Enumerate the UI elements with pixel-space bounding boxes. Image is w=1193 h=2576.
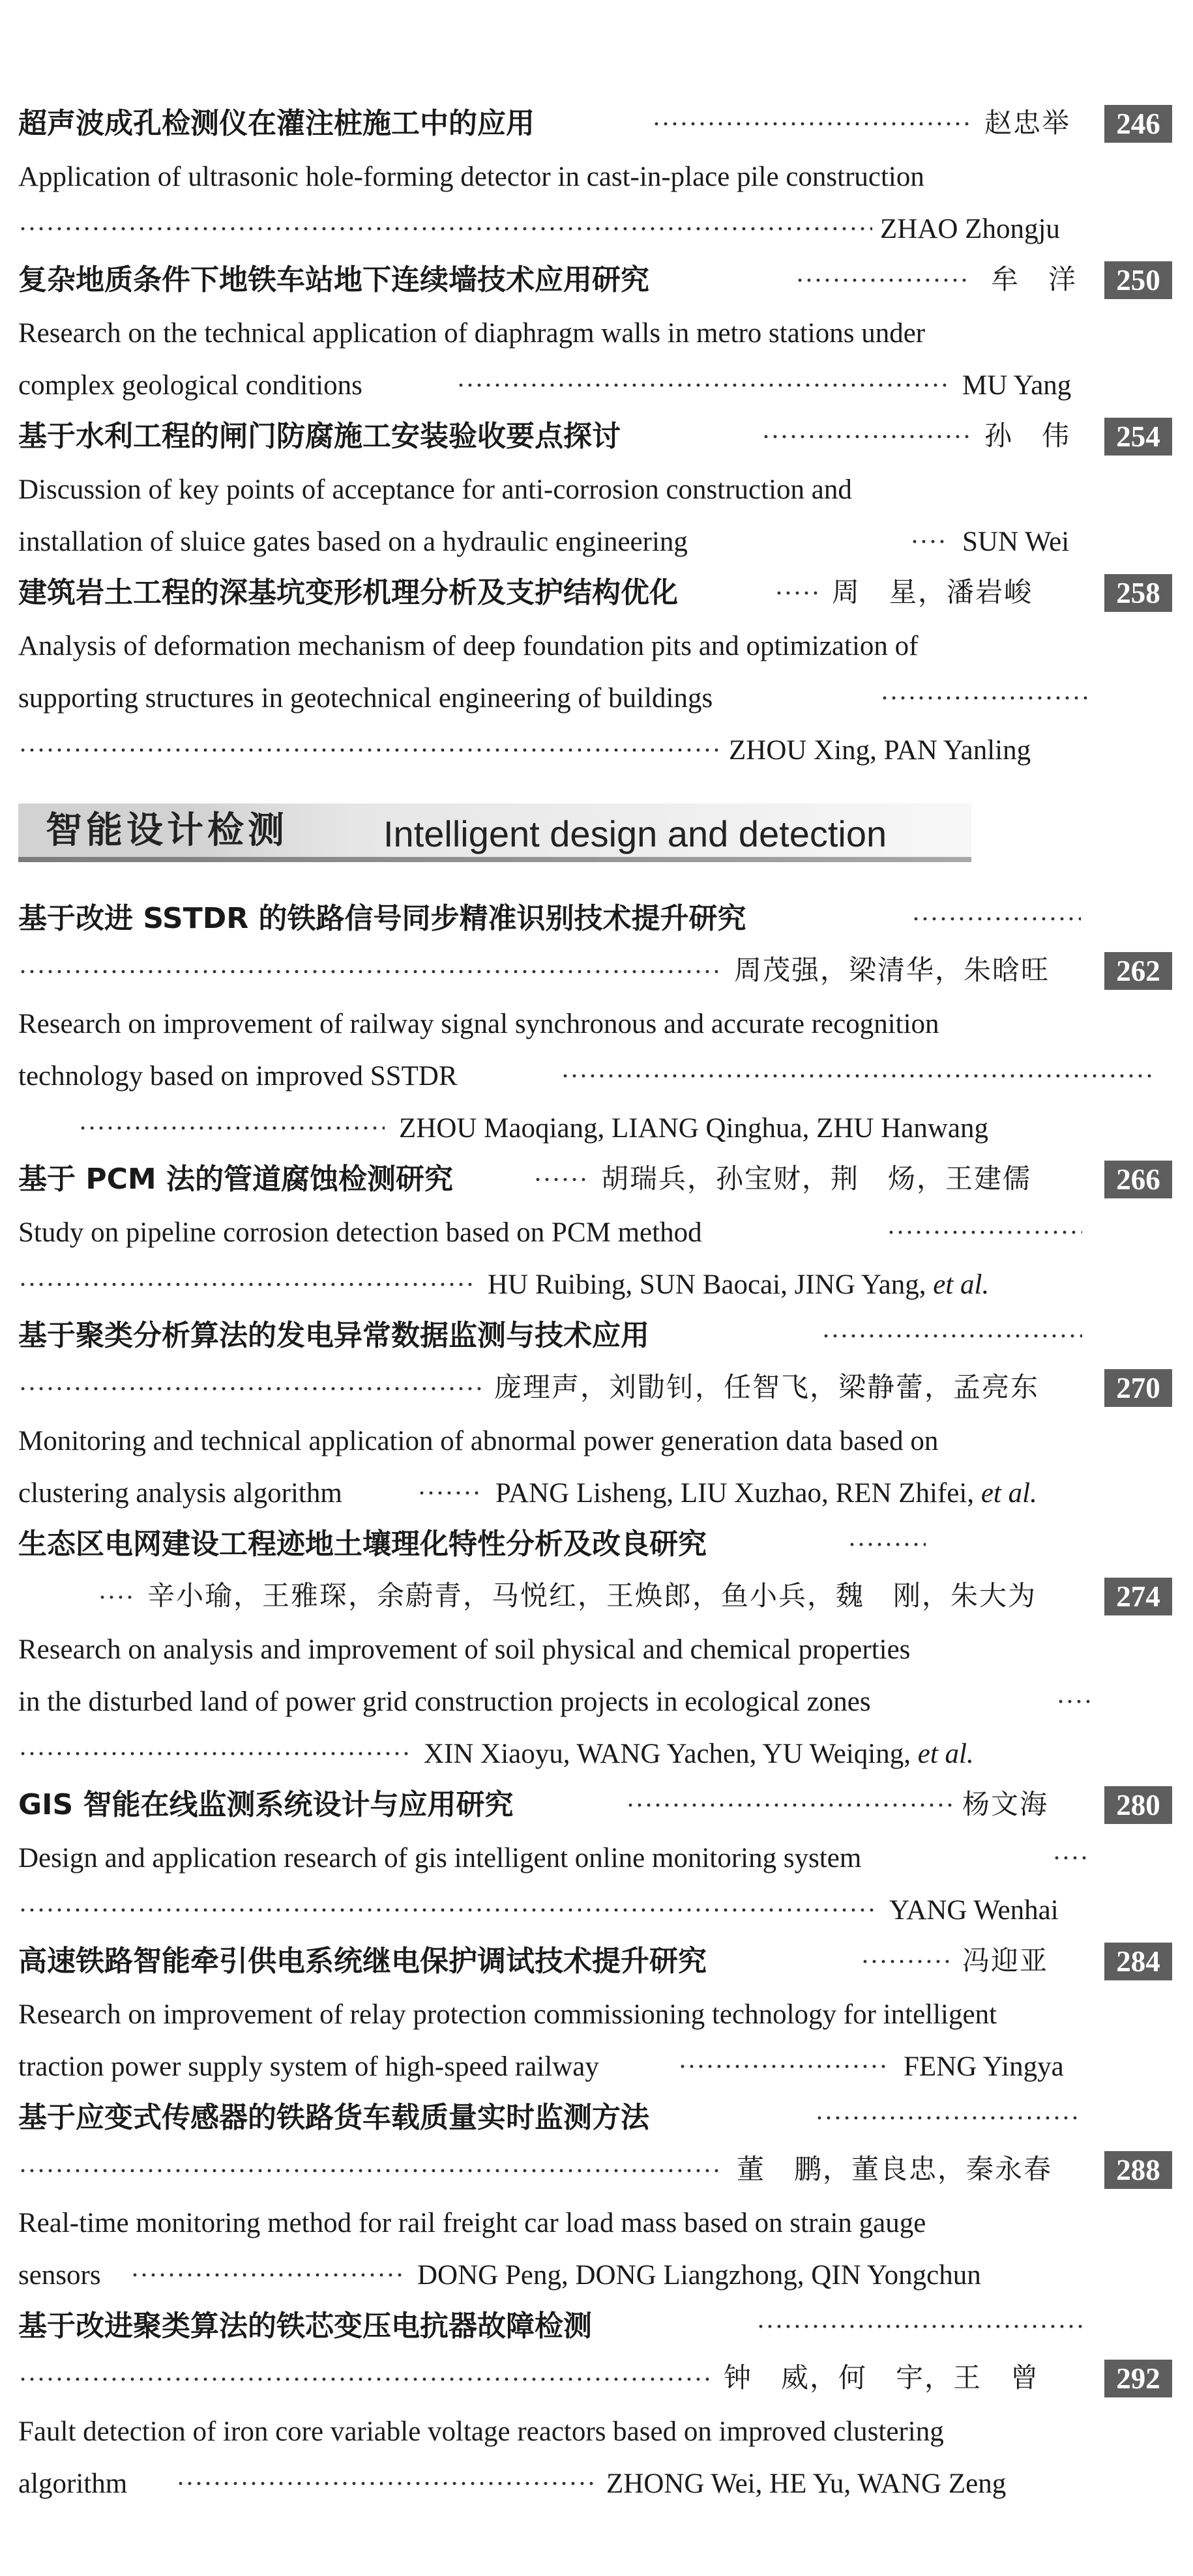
dot-leader [18,1281,475,1288]
dot-leader [18,1907,879,1913]
entry-en-authors: ZHOU Xing, PAN Yanling [729,735,1031,766]
et-al: et al. [933,1269,990,1300]
entry-zh-authors: 赵忠举 [984,107,1071,139]
entry-en-title-line: Monitoring and technical application of abnormal power generation data based on [18,1426,939,1456]
dot-leader [18,2376,709,2382]
page-number-badge: 262 [1104,952,1172,990]
entry-en-title-line: Real-time monitoring method for rail freight car load mass based on strain gauge [18,2208,926,2238]
page-number-badge: 246 [1104,105,1172,143]
dot-leader [176,2480,593,2487]
entry-zh-authors: 董 鹏，董良忠，秦永春 [737,2153,1053,2185]
authors-names: XIN Xiaoyu, WANG Yachen, YU Weiqing, [424,1739,911,1769]
dot-leader [847,1541,926,1548]
entry-en-title-line: installation of sluice gates based on a hydraulic engineering [18,527,688,557]
dot-leader [1056,1698,1093,1705]
authors-names: HU Ruibing, SUN Baocai, JING Yang, [488,1269,926,1300]
entry-en-authors [488,1271,989,1299]
entry-en-title-line: clustering analysis algorithm [18,1478,342,1509]
entry-zh-title: 基于 PCM 法的管道腐蚀检测研究 [18,1163,453,1196]
page-number-badge: 254 [1104,418,1172,456]
dot-leader [861,1958,952,1965]
entry-en-title-line: Research on the technical application of diaphragm walls in metro stations under [18,318,926,349]
section-title-zh: 智能设计检测 [46,809,288,852]
entry-en-authors: FENG Yingya [904,2051,1064,2082]
entry-zh-authors: 辛小瑜，王雅琛，余蔚青，马悦红，王焕郎，鱼小兵，魏 刚，朱大为 [147,1580,1037,1612]
dot-leader [910,538,947,545]
entry-en-title-line: sensors [18,2260,101,2291]
dot-leader [417,1490,481,1496]
entry-en-authors: ZHAO Zhongju [880,214,1060,244]
page-number-badge: 284 [1104,1943,1172,1980]
entry-en-authors: YANG Wenhai [889,1895,1059,1926]
dot-leader [1052,1855,1089,1861]
dot-leader [678,2063,887,2070]
entry-en-title-line: traction power supply system of high-speed railway [18,2051,599,2082]
entry-en-title-line: Research on improvement of railway signal synchronous and accurate recognition [18,1009,939,1039]
entry-zh-title: 基于聚类分析算法的发电异常数据监测与技术应用 [18,1319,649,1352]
dot-leader [561,1073,1154,1079]
entry-en-title-line: Design and application research of gis intelligent online monitoring system [18,1843,862,1874]
entry-en-authors: MU Yang [962,370,1072,401]
dot-leader [652,121,971,127]
entry-zh-authors: 杨文海 [962,1788,1049,1820]
entry-zh-authors: 周茂强，梁清华，朱晗旺 [734,954,1050,986]
entry-zh-title: 基于改进聚类算法的铁芯变压电抗器故障检测 [18,2309,592,2343]
dot-leader [774,590,820,596]
dot-leader [795,277,971,283]
dot-leader [880,695,1090,701]
et-al: et al. [917,1739,974,1769]
entry-en-title-line: technology based on improved SSTDR [18,1061,458,1092]
entry-zh-authors: 牟 洋 [991,263,1078,295]
section-header [18,803,971,862]
dot-leader [130,2272,404,2278]
entry-zh-title: 基于水利工程的闸门防腐施工安装验收要点探讨 [18,420,621,453]
entry-en-authors [495,1479,1037,1507]
page-number-badge: 258 [1104,574,1172,612]
dot-leader [456,382,952,388]
entry-zh-authors: 孙 伟 [984,420,1071,452]
dot-leader [821,1333,1082,1339]
dot-leader [887,1229,1082,1236]
page-number-badge: 266 [1104,1161,1172,1198]
entry-en-title-line: supporting structures in geotechnical engineering of buildings [18,683,713,714]
entry-en-title-line: Discussion of key points of acceptance for anti-corrosion construction and [18,474,852,505]
entry-zh-title: GIS 智能在线监测系统设计与应用研究 [18,1788,514,1821]
dot-leader [18,2167,722,2174]
dot-leader [18,1750,409,1757]
page-number-badge: 280 [1104,1786,1172,1824]
entry-zh-title: 基于改进 SSTDR 的铁路信号同步精准识别技术提升研究 [18,902,746,935]
dot-leader [756,2323,1082,2330]
entry-en-title-line: Application of ultrasonic hole-forming detector in cast-in-place pile construction [18,162,924,192]
entry-en-authors [424,1740,974,1768]
entry-zh-authors: 周 星，潘岩峻 [832,576,1033,608]
page-number-badge: 274 [1104,1578,1172,1615]
entry-en-title-line: Analysis of deformation mechanism of deep foundation pits and optimization of [18,631,919,661]
entry-zh-authors: 钟 威，何 宇，王 曾 [724,2362,1040,2394]
entry-zh-title: 生态区电网建设工程迹地土壤理化特性分析及改良研究 [18,1527,707,1561]
dot-leader [18,747,722,753]
page-number-badge: 288 [1104,2151,1172,2189]
entry-zh-title: 高速铁路智能牵引供电系统继电保护调试技术提升研究 [18,1945,707,1978]
entry-zh-title: 建筑岩土工程的深基坑变形机理分析及支护结构优化 [18,576,678,609]
authors-names: PANG Lisheng, LIU Xuzhao, REN Zhifei, [495,1478,975,1509]
et-al: et al. [980,1478,1037,1509]
dot-leader [761,433,971,440]
entry-en-title-line: complex geological conditions [18,370,362,401]
page-number-badge: 292 [1104,2360,1172,2397]
page-number-badge: 250 [1104,261,1172,299]
entry-en-title-line: Fault detection of iron core variable voltage reactors based on improved clustering [18,2416,944,2447]
entry-en-authors: ZHONG Wei, HE Yu, WANG Zeng [606,2468,1007,2499]
dot-leader [18,968,722,975]
dot-leader [533,1176,588,1183]
dot-leader [815,2115,1082,2121]
entry-zh-authors: 庞理声，刘勖钊，任智飞，梁静蕾，孟亮东 [494,1371,1040,1403]
page-number-badge: 270 [1104,1369,1172,1407]
section-header-underline [18,857,971,862]
dot-leader [18,225,872,232]
entry-en-title-line: in the disturbed land of power grid construction projects in ecological zones [18,1686,871,1717]
entry-zh-title: 复杂地质条件下地铁车站地下连续墙技术应用研究 [18,263,649,297]
entry-en-title-line: Study on pipeline corrosion detection based on PCM method [18,1217,702,1248]
entry-zh-title: 超声波成孔检测仪在灌注桩施工中的应用 [18,107,535,140]
entry-en-authors: DONG Peng, DONG Liangzhong, QIN Yongchun [417,2260,981,2291]
dot-leader [98,1594,134,1600]
dot-leader [78,1125,385,1131]
entry-zh-authors: 胡瑞兵，孙宝财，荆 炀，王建儒 [601,1163,1032,1194]
entry-en-title-line: Research on analysis and improvement of soil physical and chemical properties [18,1634,911,1665]
dot-leader [18,1385,481,1392]
entry-en-authors: ZHOU Maoqiang, LIANG Qinghua, ZHU Hanwang [399,1113,989,1144]
entry-zh-title: 基于应变式传感器的铁路货车载质量实时监测方法 [18,2101,649,2134]
entry-zh-authors: 冯迎亚 [962,1945,1049,1976]
dot-leader [911,916,1081,922]
entry-en-title-line: Research on improvement of relay protection commissioning technology for intelligent [18,1999,997,2030]
dot-leader [626,1802,952,1808]
entry-en-authors: SUN Wei [962,527,1070,557]
entry-en-title-line: algorithm [18,2468,128,2499]
section-title-en: Intelligent design and detection [383,813,887,854]
